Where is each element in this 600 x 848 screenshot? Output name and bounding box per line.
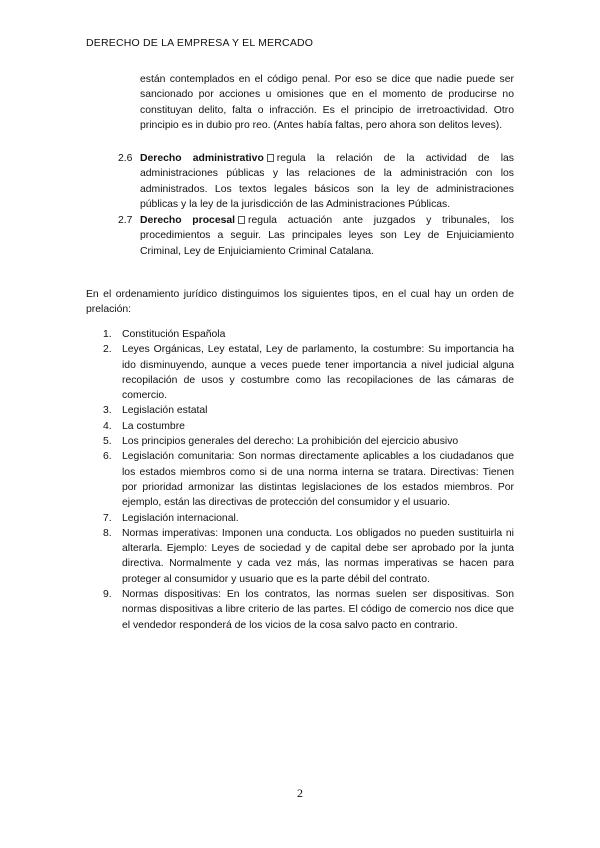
- subsection-number: 2.6: [118, 153, 133, 164]
- subsection-term: Derecho administrativo: [140, 153, 264, 164]
- list-number: 4.: [103, 420, 112, 432]
- list-text: Normas dispositivas: En los contratos, las normas suelen ser dispositivas. Son normas dispositivas a libre criterio de las partes. El código de comercio nos dice que el vendedor responderá de los vicios de la cosa salvo pacto en contrario.: [122, 589, 514, 631]
- list-item: [86, 342, 514, 403]
- list-item: [86, 587, 514, 633]
- list-item: [86, 511, 514, 526]
- list-number: 9.: [103, 589, 112, 601]
- list-item: [86, 419, 514, 434]
- running-header: DERECHO DE LA EMPRESA Y EL MERCADO: [86, 37, 314, 49]
- prelation-list: [86, 327, 514, 633]
- arrow-symbol-icon: [267, 154, 274, 162]
- list-item: [86, 327, 514, 342]
- page-number: 2: [297, 786, 303, 800]
- list-item: [86, 449, 514, 510]
- subsection-text: regula actuación ante juzgados y tribunales, los procedimientos a seguir. Las principales leyes son Ley de Enjuiciamiento Criminal, Ley de Enjuiciamiento Criminal Catalana.: [140, 215, 514, 257]
- list-text: Los principios generales del derecho: La prohibición del ejercicio abusivo: [122, 436, 459, 448]
- list-number: 1.: [103, 329, 112, 340]
- list-text: Normas imperativas: Imponen una conducta. Los obligados no pueden sustituirla ni alterarla. Ejemplo: Leyes de sociedad y de capital debe ser aprobado por la junta directiva. Normalmente y cada vez más, las normas imperativas se hacen para proteger al consumidor y usuario que es la parte débil del contrato.: [122, 527, 514, 585]
- list-text: Legislación comunitaria: Son normas directamente aplicables a los ciudadanos que los estados miembros como si de una norma interna se tratara. Directivas: Tienen por prioridad armonizar las distintas legislaciones de los estados miembros. Por ejemplo, están las directivas de protección del consumidor y el usuario.: [122, 451, 514, 509]
- list-text: Legislación estatal: [122, 405, 208, 417]
- list-number: 5.: [103, 436, 112, 448]
- intro-paragraph: En el ordenamiento jurídico distinguimos los siguientes tipos, en el cual hay un orden de prelación:: [86, 289, 514, 316]
- list-item: [86, 526, 514, 587]
- list-number: 7.: [103, 512, 112, 524]
- subsection-2-7: [118, 213, 514, 259]
- arrow-symbol-icon: [238, 216, 245, 224]
- continuation-paragraph: están contemplados en el código penal. Por eso se dice que nadie puede ser sancionado por acciones u omisiones que en el momento de producirse no constituyan delito, falta o infracción. Es el principio de irretroactividad. Otro principio es in dubio pro reo. (Antes había faltas, pero ahora son delitos leves).: [140, 74, 514, 131]
- list-text: Legislación internacional.: [122, 512, 239, 524]
- list-item: [86, 403, 514, 418]
- subsection-text: regula la relación de la actividad de las administraciones públicas y las relaciones de la administración con los administrados. Los textos legales básicos son la ley de administraciones públicas y la ley de la jurisdicción de las Administraciones Públicas.: [140, 153, 515, 210]
- list-number: 6.: [103, 451, 112, 463]
- list-text: Constitución Española: [122, 329, 226, 340]
- list-number: 3.: [103, 405, 112, 417]
- list-item: [86, 434, 514, 449]
- subsection-term: Derecho procesal: [140, 215, 236, 226]
- list-number: 2.: [103, 344, 112, 356]
- list-text: Leyes Orgánicas, Ley estatal, Ley de parlamento, la costumbre: Su importancia ha ido disminuyendo, aunque a veces puede tener importancia a nivel judicial alguna recopilación de usos y costumbre como las recopilaciones de las cámaras de comercio.: [122, 344, 514, 402]
- subsection-number: 2.7: [118, 215, 133, 226]
- subsection-2-6: [118, 151, 514, 212]
- list-number: 8.: [103, 527, 112, 539]
- list-text: La costumbre: [122, 420, 185, 432]
